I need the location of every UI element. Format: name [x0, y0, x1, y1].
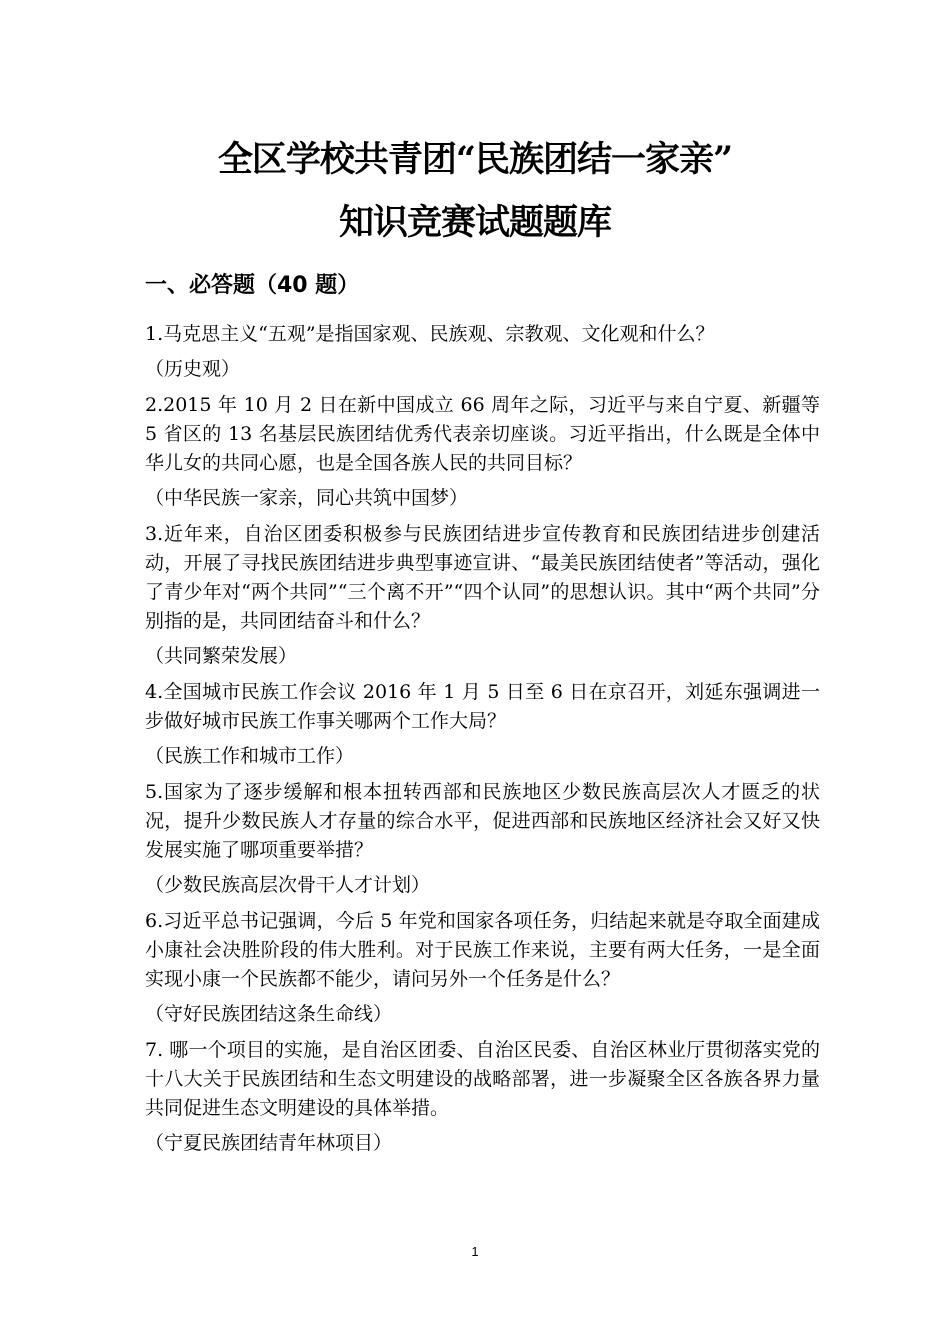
question-text: 3.近年来，自治区团委积极参与民族团结进步宣传教育和民族团结进步创建活动，开展了寻找民族团结进步典型事迹宣讲、“最美民族团结使者”等活动，强化了青少年对“两个共同”“三个离不开”“四个认同”的思想认识。其中“两个共同”分别指的是，共同团结奋斗和什么？: [145, 523, 820, 632]
question-text: 7. 哪一个项目的实施，是自治区团委、自治区民委、自治区林业厅贯彻落实党的十八大关于民族团结和生态文明建设的战略部署，进一步凝聚全区各族各界力量共同促进生态文明建设的具体举措。: [145, 1039, 820, 1119]
question-item: [145, 907, 820, 1029]
question-item: [145, 391, 820, 513]
question-item: [145, 1036, 820, 1158]
question-text: 5.国家为了逐步缓解和根本扭转西部和民族地区少数民族高层次人才匮乏的状况，提升少数民族人才存量的综合水平，促进西部和民族地区经济社会又好又快发展实施了哪项重要举措？: [145, 781, 820, 861]
answer-text: （少数民族高层次骨干人才计划）: [145, 874, 431, 896]
question-text: 4.全国城市民族工作会议 2016 年 1 月 5 日至 6 日在京召开，刘延东强调进一步做好城市民族工作事关哪两个工作大局？: [145, 681, 820, 732]
section-heading: 一、必答题（40 题）: [145, 273, 360, 298]
answer-text: （民族工作和城市工作）: [145, 745, 355, 767]
answer-text: （历史观）: [145, 358, 241, 380]
question-list: [145, 320, 820, 1165]
question-item: [145, 778, 820, 900]
answer-text: （共同繁荣发展）: [145, 645, 298, 667]
document-title-line-2: 知识竞赛试题题库: [338, 202, 611, 243]
answer-text: （守好民族团结这条生命线）: [145, 1003, 393, 1025]
document-title-line-1: 全区学校共青团“民族团结一家亲”: [217, 139, 733, 180]
question-text: 1.马克思主义“五观”是指国家观、民族观、宗教观、文化观和什么？: [145, 323, 715, 345]
question-item: [145, 678, 820, 771]
question-item: [145, 520, 820, 671]
answer-text: （中华民族一家亲，同心共筑中国梦）: [145, 487, 469, 509]
page-number: 1: [471, 1244, 479, 1259]
question-text: 2.2015 年 10 月 2 日在新中国成立 66 周年之际，习近平与来自宁夏、新疆等 5 省区的 13 名基层民族团结优秀代表亲切座谈。习近平指出，什么既是全体中华儿女的共同心愿，也是全国各族人民的共同目标？: [145, 394, 820, 474]
question-text: 6.习近平总书记强调，今后 5 年党和国家各项任务，归结起来就是夺取全面建成小康社会决胜阶段的伟大胜利。对于民族工作来说，主要有两大任务，一是全面实现小康一个民族都不能少，请问另外一个任务是什么？: [145, 910, 820, 990]
question-item: [145, 320, 820, 384]
answer-text: （宁夏民族团结青年林项目）: [145, 1132, 393, 1154]
